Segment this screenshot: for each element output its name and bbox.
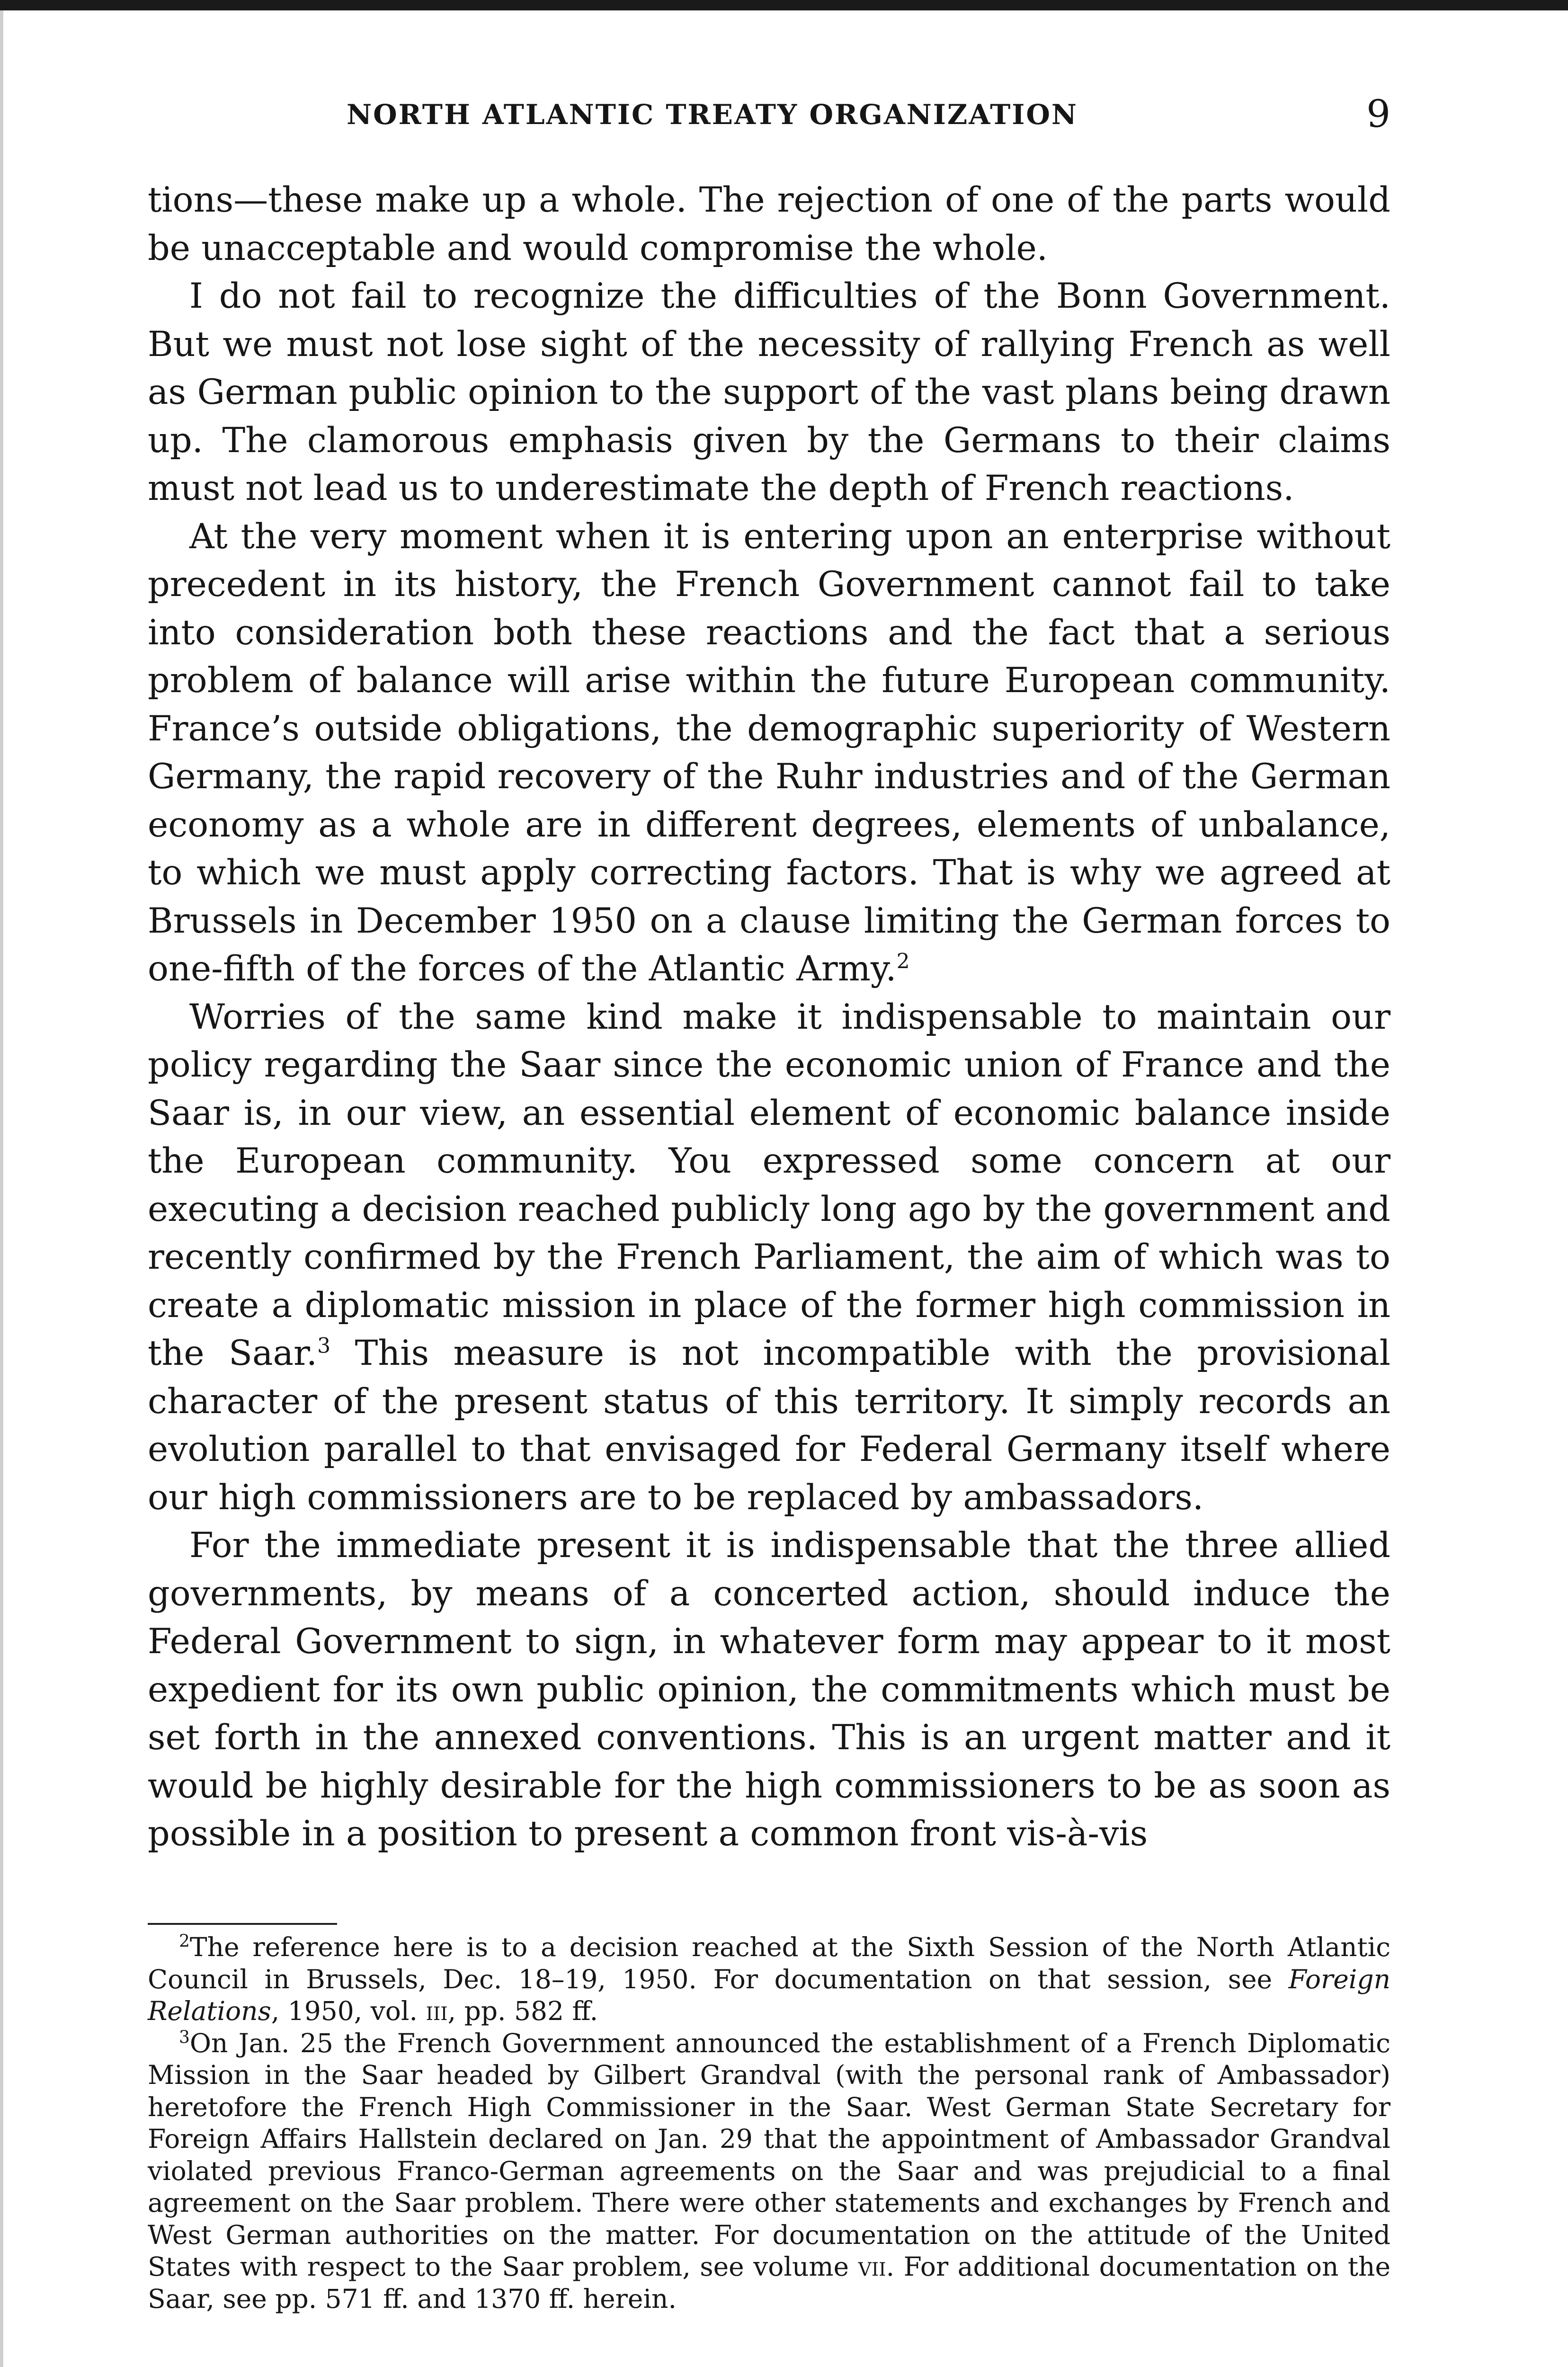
body-text: [148, 176, 1390, 1858]
footnote-2-text-b: , 1950, vol.: [271, 1996, 426, 2026]
top-edge-rule: [0, 0, 1568, 10]
paragraph-4: [148, 993, 1390, 1522]
footnote-3-volume: vii: [858, 2251, 886, 2282]
left-page-edge: [0, 10, 3, 2367]
paragraph-1-text: tions—these make up a whole. The rejection of one of the parts would be unacceptable and would compromise the whole.: [148, 180, 1390, 268]
paragraph-1: [148, 176, 1390, 272]
footnote-ref-3: 3: [317, 1334, 331, 1358]
footnote-3: [148, 2028, 1390, 2315]
paragraph-5-text: For the immediate present it is indispensable that the three allied governments, by means of a concerted action, should induce the Federal Government to sign, in whatever form may appear to it most expedient for its own public opinion, the commitments which must be set forth in the annexed conventions. This is an urgent matter and it would be highly desirable for the high commissioners to be as soon as possible in a position to present a common front vis-à-vis: [148, 1525, 1390, 1854]
footnote-3-text-a: On Jan. 25 the French Government announced the establishment of a French Diplomatic Mission in the Saar headed by Gilbert Grandval (with the personal rank of Ambassador) heretofore the French High Commissioner in the Saar. West German State Secretary for Foreign Affairs Hallstein declared on Jan. 29 that the appointment of Ambassador Grandval violated previous Franco-German agreements on the Saar and was prejudicial to a final agreement on the Saar problem. There were other statements and exchanges by French and West German authorities on the matter. For documentation on the attitude of the United States with respect to the Saar problem, see volume: [148, 2028, 1390, 2282]
page-number: 9: [1366, 92, 1390, 136]
footnote-2-italic-title: Foreign Relations: [148, 1964, 1390, 2026]
footnote-2-mark: 2: [179, 1931, 190, 1951]
paragraph-5: [148, 1522, 1390, 1858]
footnote-2: [148, 1931, 1390, 2028]
footnote-2-volume: iii: [426, 1996, 448, 2026]
footnote-2-text-c: , pp. 582 ff.: [447, 1996, 598, 2026]
running-title: NORTH ATLANTIC TREATY ORGANIZATION: [347, 98, 1078, 131]
paragraph-2: [148, 272, 1390, 513]
footnote-3-mark: 3: [179, 2028, 190, 2047]
footnote-3-text-b: . For additional documentation on the Saar, see pp. 571 ff. and 1370 ff. herein.: [148, 2251, 1390, 2314]
paragraph-3-text: At the very moment when it is entering upon an enterprise without precedent in its history, the French Government cannot fail to take into consideration both these reactions and the fact that a serious problem of balance will arise within the future European community. France’s outside obligations, the demographic superiority of Western Germany, the rapid recovery of the Ruhr industries and of the German economy as a whole are in different degrees, elements of unbalance, to which we must apply correcting factors. That is why we agreed at Brussels in December 1950 on a clause limiting the German forces to one-fifth of the forces of the Atlantic Army.: [148, 516, 1390, 989]
paragraph-2-text: I do not fail to recognize the difficulties of the Bonn Government. But we must not lose sight of the necessity of rallying French as well as German public opinion to the support of the vast plans being drawn up. The clamorous emphasis given by the Germans to their claims must not lead us to underestimate the depth of French reactions.: [148, 276, 1390, 508]
footnote-separator: [148, 1923, 337, 1925]
paragraph-4-text-a: Worries of the same kind make it indispensable to maintain our policy regarding the Saar since the economic union of France and the Saar is, in our view, an essential element of economic balance inside the European community. You expressed some concern at our executing a decision reached publicly long ago by the government and recently confirmed by the French Parliament, the aim of which was to create a diplomatic mission in place of the former high commission in the Saar.: [148, 997, 1390, 1373]
running-header: [148, 92, 1390, 136]
footnote-2-text-a: The reference here is to a decision reached at the Sixth Session of the North Atlantic Council in Brussels, Dec. 18–19, 1950. For documentation on that session, see: [148, 1932, 1390, 1994]
footnote-ref-2: 2: [896, 949, 910, 974]
footnotes: [148, 1931, 1390, 2315]
paragraph-4-text-b: This measure is not incompatible with the provisional character of the present status of this territory. It simply records an evolution parallel to that envisaged for Federal Germany itself where our high commissioners are to be replaced by ambassadors.: [148, 1333, 1390, 1518]
paragraph-3: [148, 513, 1390, 993]
